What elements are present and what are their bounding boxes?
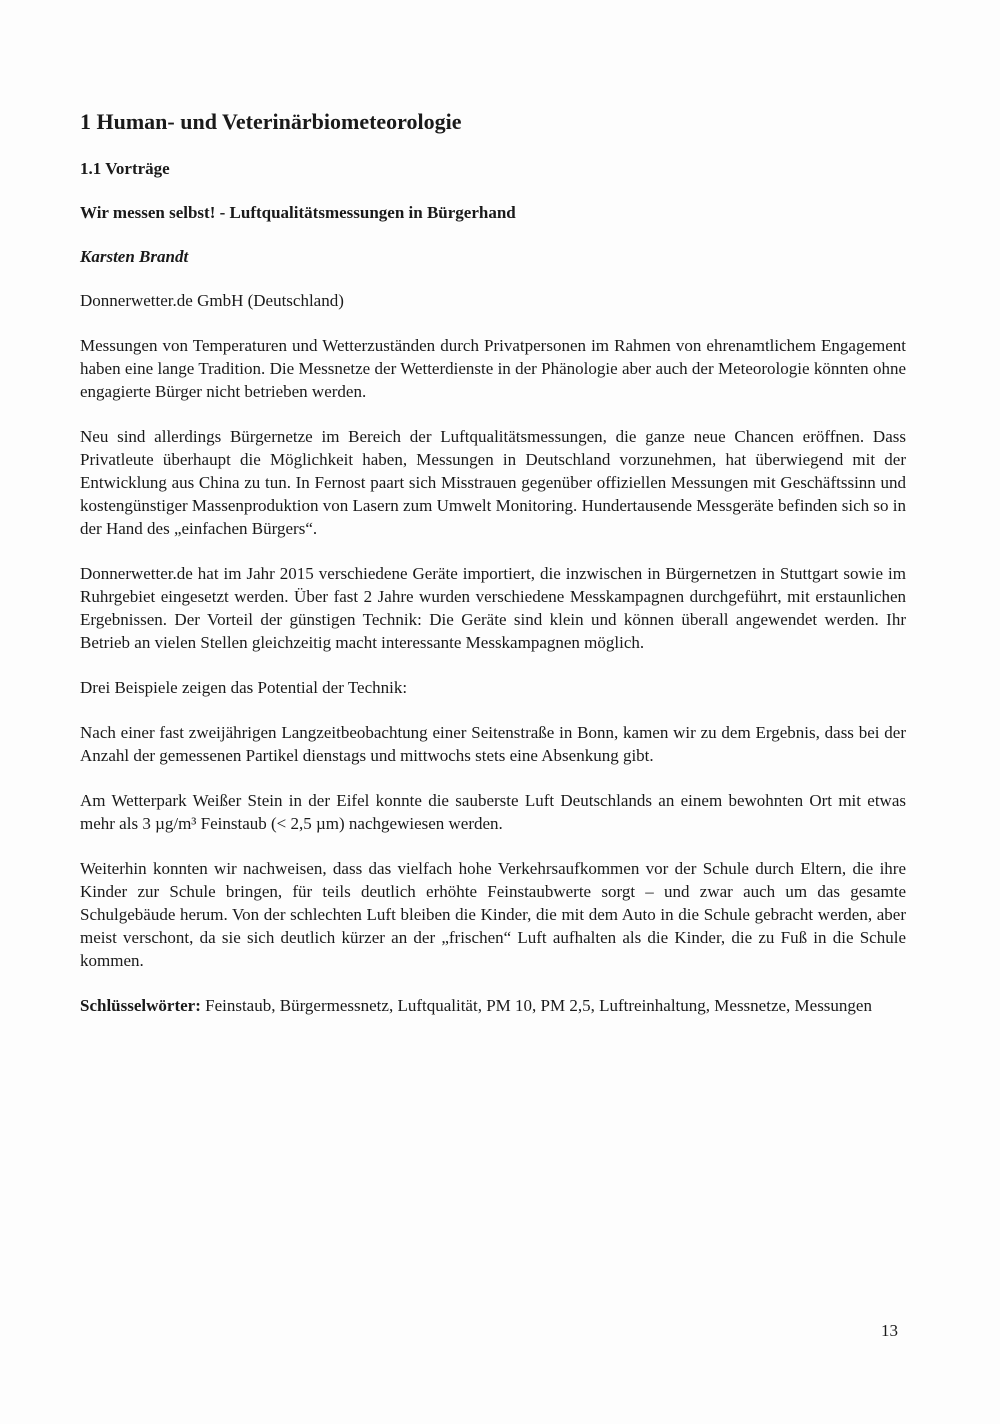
paragraph-7: Weiterhin konnten wir nachweisen, dass das vielfach hohe Verkehrsaufkommen vor der Schule durch Eltern, die ihre Kinder zur Schule bringen, für teils deutlich erhöhte Feinstaubwerte sorgt – und zwar auch um das gesamte Schulgebäude herum. Von der schlechten Luft bleiben die Kinder, die mit dem Auto in die Schule gebracht werden, aber meist verschont, da sie sich deutlich kürzer an der „frischen“ Luft aufhalten als die Kinder, die zu Fuß in die Schule kommen. — [80, 859, 906, 970]
paragraph-3: Donnerwetter.de hat im Jahr 2015 verschiedene Geräte importiert, die inzwischen in Bürgernetzen in Stuttgart sowie im Ruhrgebiet eingesetzt werden. Über fast 2 Jahre wurden verschiedene Messkampagnen durchgeführt, mit erstaunlichen Ergebnissen. Der Vorteil der günstigen Technik: Die Geräte sind klein und können überall angewendet werden. Ihr Betrieb an vielen Stellen gleichzeitig macht interessante Messkampagnen möglich. — [80, 564, 906, 652]
paragraph-1: Messungen von Temperaturen und Wetterzuständen durch Privatpersonen im Rahmen von ehrenamtlichem Engagement haben eine lange Tradition. Die Messnetze der Wetterdienste in der Phänologie aber auch der Meteorologie könnten ohne engagierte Bürger nicht betrieben werden. — [80, 336, 906, 401]
paragraph-2: Neu sind allerdings Bürgernetze im Bereich der Luftqualitätsmessungen, die ganze neue Chancen eröffnen. Dass Privatleute überhaupt die Möglichkeit haben, Messungen in Deutschland vorzunehmen, hat überwiegend mit der Entwicklung aus China zu tun. In Fernost paart sich Misstrauen gegenüber offiziellen Messungen mit Geschäftssinn und kostengünstiger Massenproduktion von Lasern zum Umwelt Monitoring. Hundertausende Messgeräte befinden sich so in der Hand des „einfachen Bürgers“. — [80, 427, 906, 538]
section-heading: 1 Human- und Veterinärbiometeorologie — [80, 109, 462, 134]
keywords-label: Schlüsselwörter: — [80, 996, 201, 1015]
keywords-list: Feinstaub, Bürgermessnetz, Luftqualität, PM 10, PM 2,5, Luftreinhaltung, Messnetze, Messungen — [205, 996, 872, 1015]
paragraph-4: Drei Beispiele zeigen das Potential der Technik: — [80, 678, 408, 697]
page-number: 13 — [881, 1321, 898, 1340]
subsection-heading: 1.1 Vorträge — [80, 159, 170, 178]
paragraph-5: Nach einer fast zweijährigen Langzeitbeobachtung einer Seitenstraße in Bonn, kamen wir zu dem Ergebnis, dass bei der Anzahl der gemessenen Partikel dienstags und mittwochs stets eine Absenkung gibt. — [80, 723, 906, 765]
paragraph-6: Am Wetterpark Weißer Stein in der Eifel konnte die sauberste Luft Deutschlands an einem bewohnten Ort mit etwas mehr als 3 µg/m³ Feinstaub (< 2,5 µm) nachgewiesen werden. — [80, 791, 906, 833]
page-content — [80, 108, 906, 1017]
talk-title: Wir messen selbst! - Luftqualitätsmessungen in Bürgerhand — [80, 203, 516, 222]
author-name: Karsten Brandt — [80, 247, 189, 266]
author-affiliation: Donnerwetter.de GmbH (Deutschland) — [80, 291, 344, 310]
keywords-line — [80, 994, 906, 1017]
